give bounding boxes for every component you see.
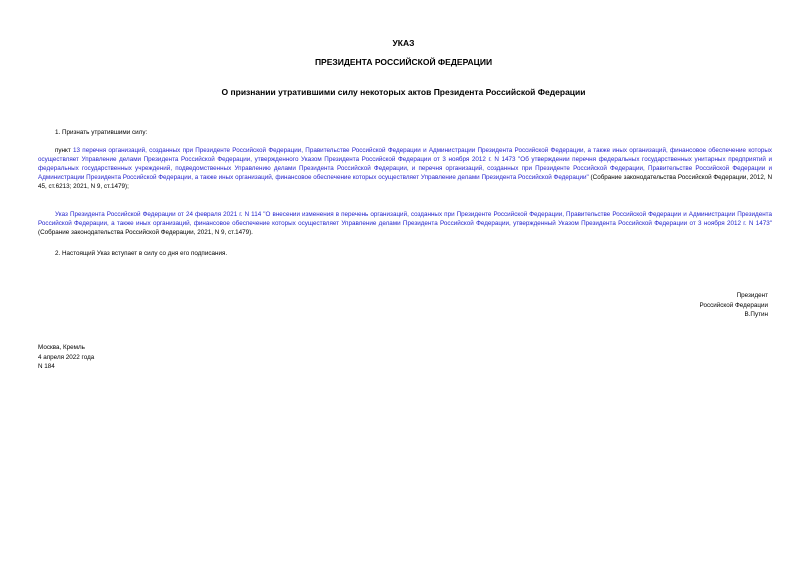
signature-title: Президент [736, 292, 768, 299]
signature-country: Российской Федерации [699, 301, 768, 309]
paragraph-4: 2. Настоящий Указ вступает в силу со дня его подписания. [55, 250, 228, 257]
paragraph-2-suffix: (Собрание законодательства Российской Федерации, 2012, N 45, ст.6213; 2021, N 9, ст.1479); [38, 174, 772, 190]
paragraph-3 [38, 210, 772, 237]
paragraph-1: 1. Признать утратившими силу: [55, 129, 148, 136]
paragraph-2-link[interactable]: 13 перечня организаций, созданных при Президенте Российской Федерации, Правительстве Российской Федерации и Администрации Президента Российской Федерации, а также иных организаций, финансовое обеспечение которых осуществляет Управление делами Президента Российской Федерации, утвержденного Указом Президента Российской Федерации от 3 ноября 2012 г. N 1473 "Об утверждении перечня федеральных государственных унитарных предприятий и федеральных государственных учреждений, подведомственных Управлению делами Президента Российской Федерации, и перечня организаций, созданных при Президенте Российской Федерации, Правительстве Российской Федерации и Администрации Президента Российской Федерации, а также иных организаций, финансовое обеспечение которых осуществляет Управление делами Президента Российской Федерации" [38, 147, 772, 181]
paragraph-2-prefix: пункт [55, 147, 74, 154]
document-subject: О признании утратившими силу некоторых актов Президента Российской Федерации [221, 87, 586, 97]
issuer-title: ПРЕЗИДЕНТА РОССИЙСКОЙ ФЕДЕРАЦИИ [314, 57, 493, 67]
signature-block [700, 291, 768, 320]
paragraph-3-link[interactable]: Указ Президента Российской Федерации от 24 февраля 2021 г. N 114 "О внесении изменения в перечень организаций, созданных при Президенте Российской Федерации, Правительстве Российской Федерации и Администрации Президента Российской Федерации, а также иных организаций, финансовое обеспечение которых осуществляет Управление делами Президента Российской Федерации, утвержденный Указом Президента Российской Федерации от 3 ноября 2012 г. N 1473" [38, 211, 772, 227]
decree-number: N 184 [38, 363, 55, 370]
signature-name: В.Путин [744, 311, 768, 318]
signing-place: Москва, Кремль [38, 344, 85, 351]
paragraph-2 [38, 146, 772, 191]
place-date-block [38, 343, 94, 372]
document-type-title: УКАЗ [392, 38, 415, 48]
signing-date: 4 апреля 2022 года [38, 353, 95, 361]
paragraph-3-suffix: (Собрание законодательства Российской Федерации, 2021, N 9, ст.1479). [38, 229, 253, 236]
